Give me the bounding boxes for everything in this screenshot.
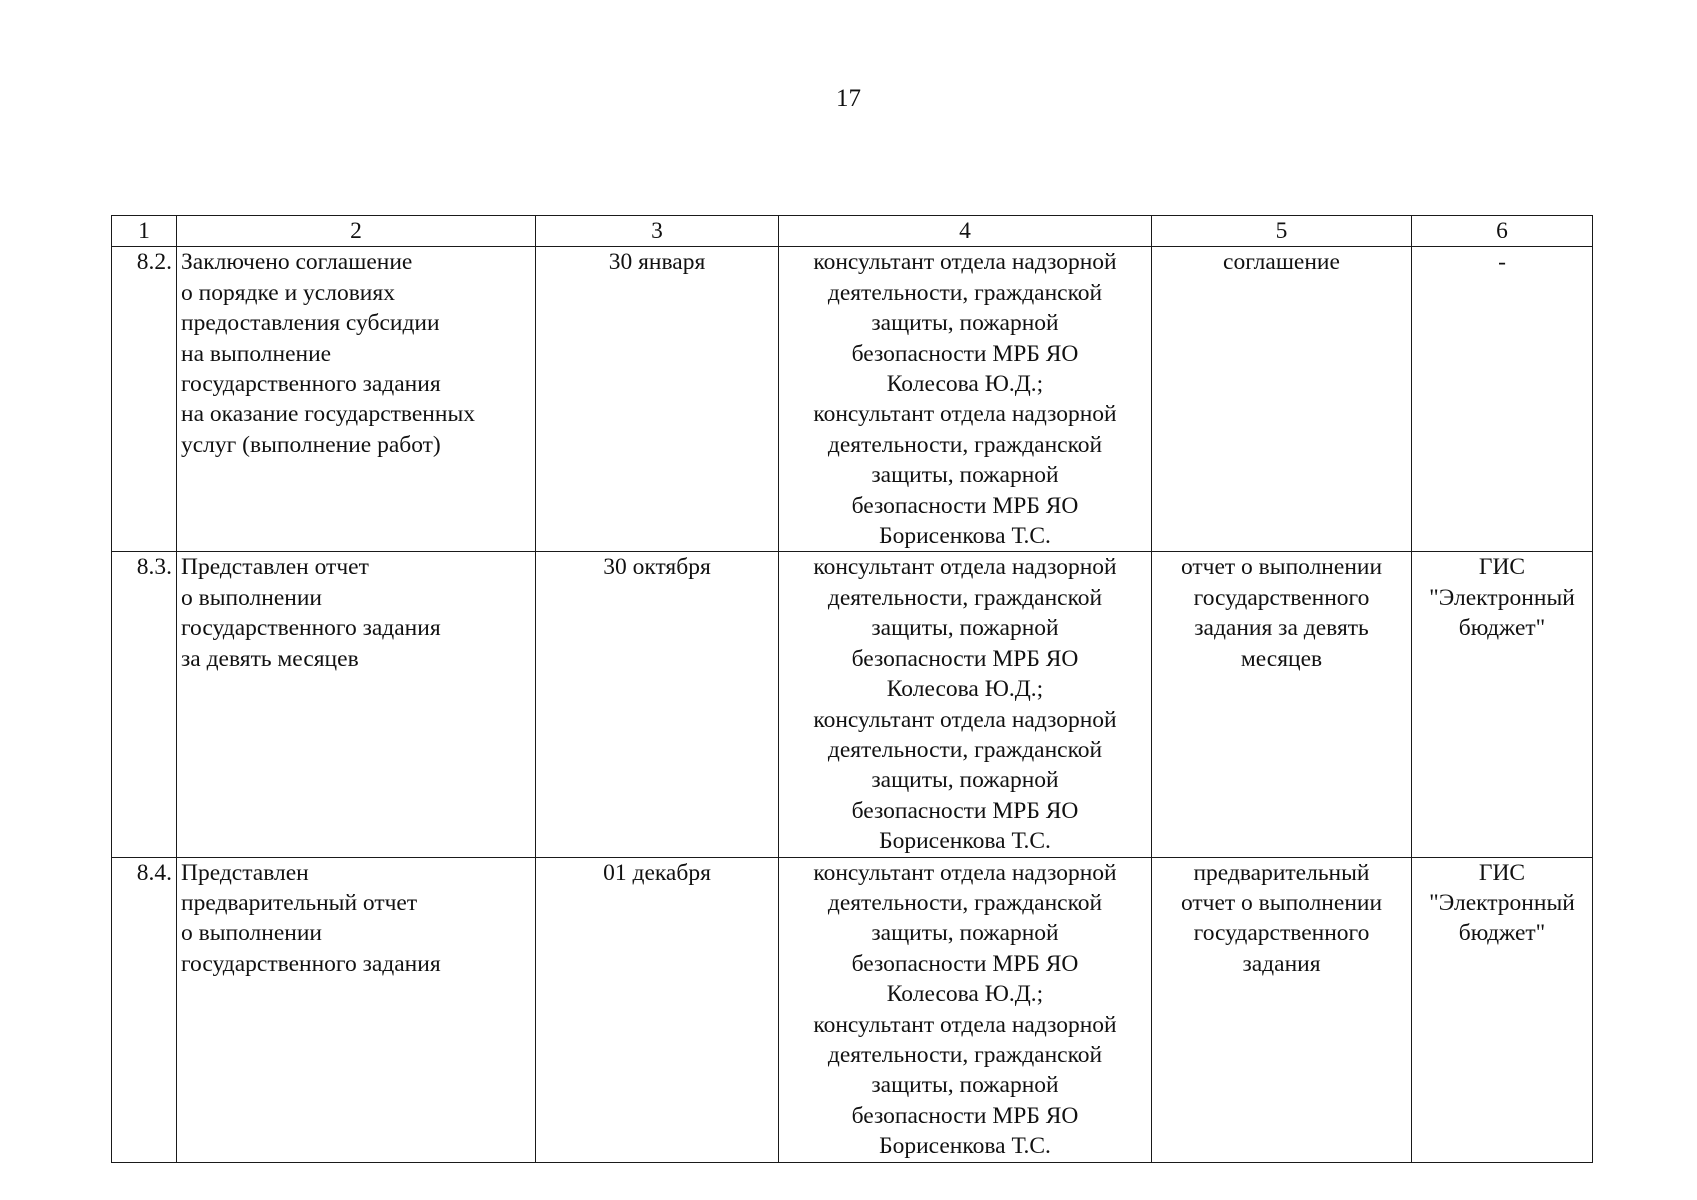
cell-line: консультант отдела надзорной [813,859,1117,886]
cell-line: ГИС [1478,554,1526,581]
deadline-cell: 01 декабря [536,857,779,1162]
task-cell [177,247,536,552]
cell-line: защиты, пожарной [871,1072,1059,1099]
cell-line: защиты, пожарной [871,310,1059,337]
cell-line: Борисенкова Т.С. [879,828,1051,855]
cell-line: месяцев [1240,645,1323,672]
cell-line: деятельности, гражданской [827,889,1103,916]
cell-line: государственного задания [181,950,441,977]
cell-line: отчет о выполнении [1180,889,1383,916]
column-number: 3 [536,216,779,247]
cell-line: защиты, пожарной [871,767,1059,794]
cell-line: Колесова Ю.Д.; [886,981,1044,1008]
cell-line: консультант отдела надзорной [813,554,1117,581]
cell-line: безопасности МРБ ЯО [851,340,1079,367]
cell-line: консультант отдела надзорной [813,1011,1117,1038]
cell-line: защиты, пожарной [871,615,1059,642]
cell-line: деятельности, гражданской [827,279,1103,306]
cell-line: государственного задания [181,615,441,642]
cell-line: государственного [1193,920,1370,947]
deadline-cell: 30 января [536,247,779,552]
row-number-cell: 8.4. [112,857,177,1162]
row-number-cell: 8.3. [112,552,177,857]
task-cell [177,552,536,857]
cell-line: Колесова Ю.Д.; [886,371,1044,398]
cell-line: защиты, пожарной [871,920,1059,947]
cell-line: на оказание государственных [181,401,475,428]
cell-line: деятельности, гражданской [827,431,1103,458]
deadline-cell: 30 октября [536,552,779,857]
result-cell [1152,552,1412,857]
cell-line: задания за девять [1194,615,1369,642]
column-number: 5 [1152,216,1412,247]
cell-line: "Электронный [1429,584,1575,611]
cell-line: отчет о выполнении [1180,554,1383,581]
table-row [112,552,1593,857]
page-number: 17 [836,85,861,112]
cell-line: консультант отдела надзорной [813,249,1117,276]
cell-line: консультант отдела надзорной [813,401,1117,428]
column-number-row [112,216,1593,247]
column-number: 6 [1412,216,1593,247]
column-number: 2 [177,216,536,247]
column-number: 4 [779,216,1152,247]
plan-table [111,215,1593,1163]
system-cell [1412,552,1593,857]
cell-line: безопасности МРБ ЯО [851,492,1079,519]
cell-line: консультант отдела надзорной [813,706,1117,733]
cell-line: безопасности МРБ ЯО [851,797,1079,824]
cell-line: бюджет" [1458,615,1546,642]
plan-table-body [112,247,1593,1162]
cell-line: на выполнение [181,340,332,367]
cell-line: безопасности МРБ ЯО [851,950,1079,977]
responsible-cell [779,552,1152,857]
cell-line: безопасности МРБ ЯО [851,645,1079,672]
cell-line: предварительный [1193,859,1370,886]
cell-line: услуг (выполнение работ) [181,431,441,458]
table-row [112,857,1593,1162]
cell-line: Представлен [181,859,309,886]
cell-line: Колесова Ю.Д.; [886,676,1044,703]
cell-line: о порядке и условиях [181,279,395,306]
system-cell [1412,857,1593,1162]
cell-line: "Электронный [1429,889,1575,916]
cell-line: защиты, пожарной [871,462,1059,489]
row-number-cell: 8.2. [112,247,177,552]
table-row [112,247,1593,552]
cell-line: о выполнении [181,584,322,611]
result-cell [1152,857,1412,1162]
cell-line: предварительный отчет [181,889,418,916]
cell-line: государственного задания [181,371,441,398]
cell-line: государственного [1193,584,1370,611]
column-number: 1 [112,216,177,247]
responsible-cell [779,247,1152,552]
cell-line: Борисенкова Т.С. [879,523,1051,550]
cell-line: Заключено соглашение [181,249,413,276]
cell-line: о выполнении [181,920,322,947]
cell-line: деятельности, гражданской [827,584,1103,611]
cell-line: деятельности, гражданской [827,1041,1103,1068]
cell-line: за девять месяцев [181,645,359,672]
result-cell [1152,247,1412,552]
cell-line: соглашение [1223,249,1340,276]
system-cell [1412,247,1593,552]
cell-line: Представлен отчет [181,554,369,581]
cell-line: Борисенкова Т.С. [879,1133,1051,1160]
responsible-cell [779,857,1152,1162]
cell-line: бюджет" [1458,920,1546,947]
cell-line: предоставления субсидии [181,310,440,337]
task-cell [177,857,536,1162]
cell-line: - [1498,249,1506,276]
cell-line: задания [1242,950,1321,977]
cell-line: деятельности, гражданской [827,736,1103,763]
cell-line: ГИС [1478,859,1526,886]
cell-line: безопасности МРБ ЯО [851,1102,1079,1129]
